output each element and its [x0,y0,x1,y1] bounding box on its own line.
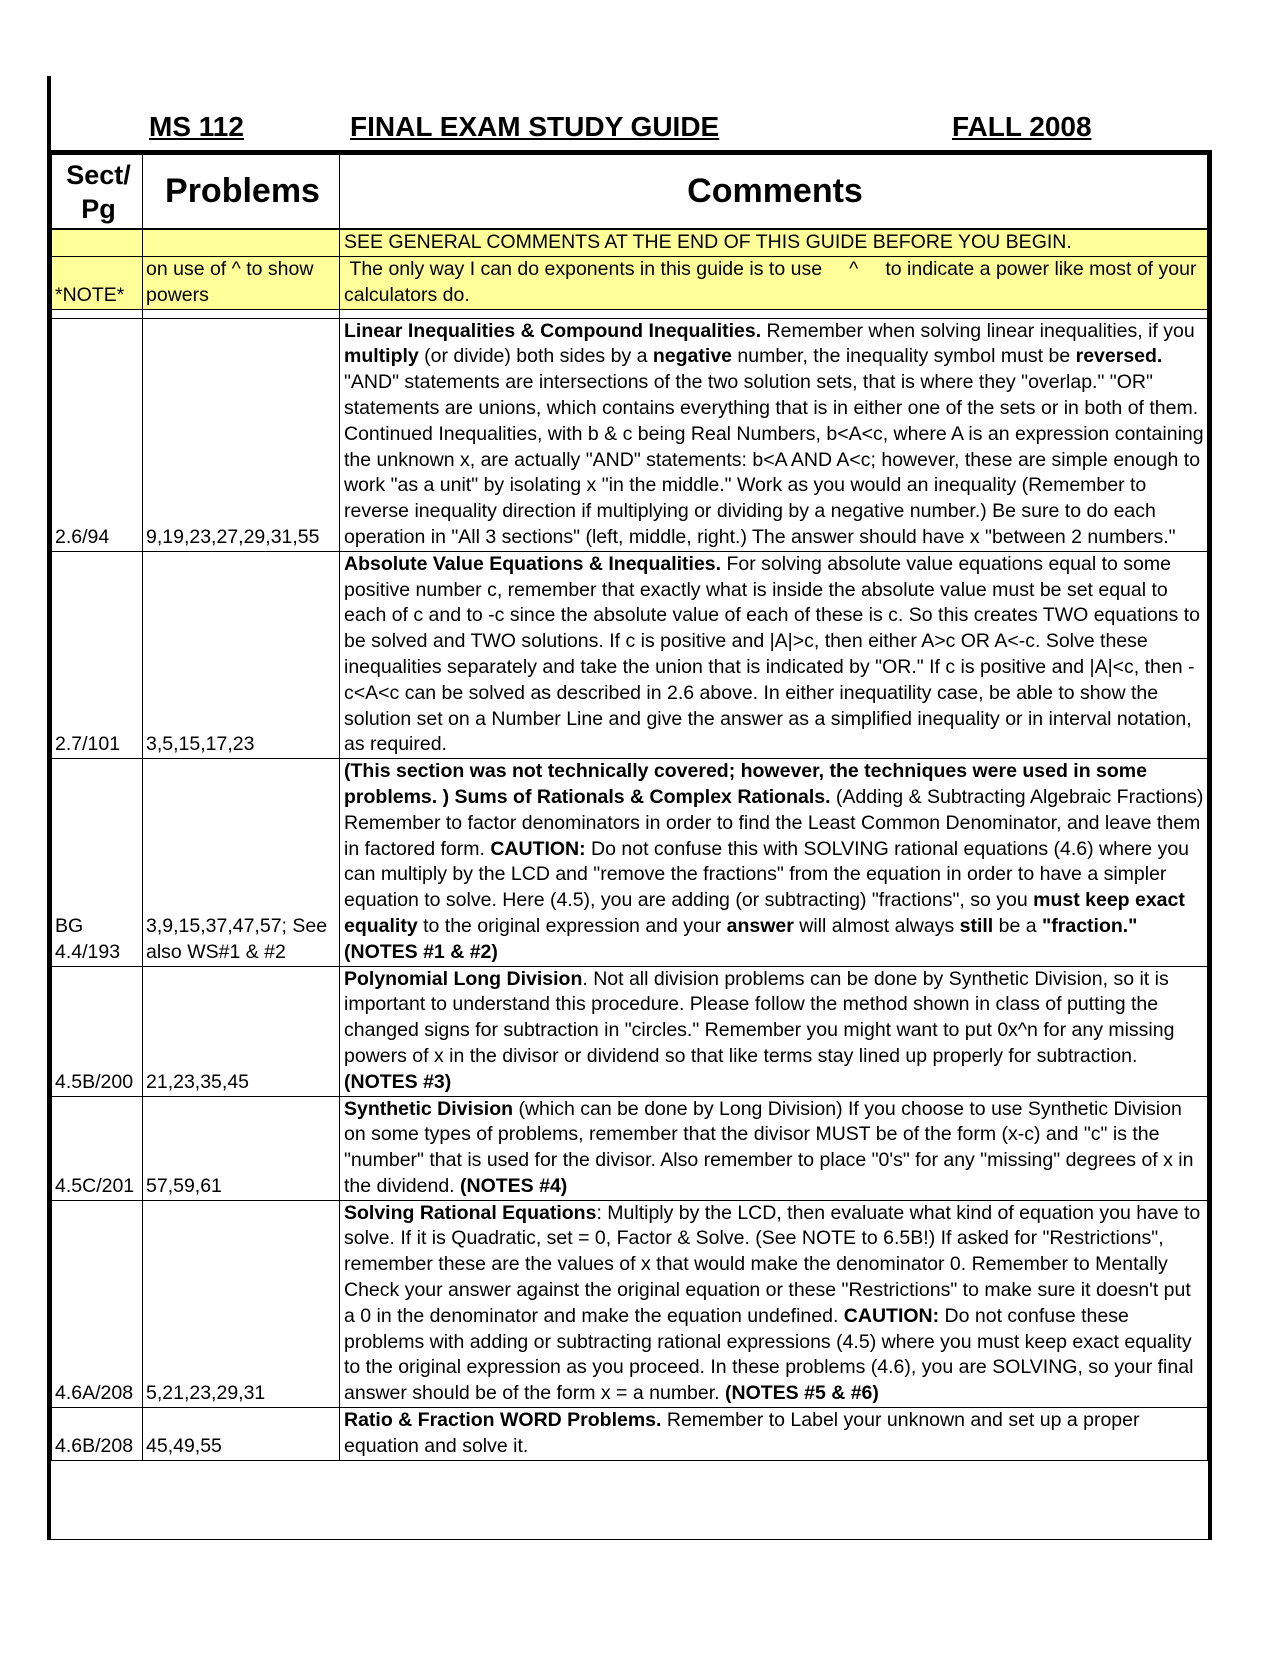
exponent-note-row [52,257,1208,310]
comment-cell: Linear Inequalities & Compound Inequalities. Remember when solving linear inequalities, if you multiply (or divide) both sides by a negative number, the inequality symbol must be reversed. "AND" statements are intersections of the two solution sets, that is where they "overlap." "OR" statements are unions, which contains everything that is in either one of the sets or in both of them. Continued Inequalities, with b & c being Real Numbers, b<A<c, where A is an expression containing the unknown x, are actually "AND" statements: b<A AND A<c; however, these are simple enough to work "as a unit" by isolating x "in the middle." Work as you would an inequality (Remember to reverse inequality direction if multiplying or dividing by a negative number.) Be sure to do each operation in "All 3 sections" (left, middle, right.) The answer should have x "between 2 numbers." [340,318,1208,551]
section-page-cell: 2.6/94 [52,318,143,551]
comment-cell: Synthetic Division (which can be done by Long Division) If you choose to use Synthetic Division on some types of problems, remember that the divisor MUST be of the form (x-c) and "c" is the "number" that is used for the divisor. Also remember to place "0's" for any "missing" degrees of x in the dividend. (NOTES #4) [340,1096,1208,1200]
section-page-cell: 4.6A/208 [52,1200,143,1407]
problems-cell: 3,5,15,17,23 [143,551,340,758]
problems-cell: 9,19,23,27,29,31,55 [143,318,340,551]
table-row [52,1200,1208,1407]
problems-cell: 45,49,55 [143,1408,340,1461]
section-page-cell: 4.5C/201 [52,1096,143,1200]
term-label: FALL 2008 [952,111,1092,142]
study-guide-table [47,150,1212,1540]
general-note-sect [52,229,143,257]
general-note-problems [143,229,340,257]
course-code: MS 112 [149,111,244,142]
section-page-cell: 2.7/101 [52,551,143,758]
column-header-sect: Sect/ Pg [52,155,143,230]
section-page-cell: 4.5B/200 [52,966,143,1096]
problems-cell: 57,59,61 [143,1096,340,1200]
column-header-comments: Comments [340,155,1208,230]
comment-cell: Polynomial Long Division. Not all division problems can be done by Synthetic Division, so it is important to understand this procedure. Please follow the method shown in class of putting the changed signs for subtraction in "circles." Remember you might want to put 0x^n for any missing powers of x in the divisor or dividend so that like terms stay lined up properly for subtraction. (NOTES #3) [340,966,1208,1096]
table-row [52,551,1208,758]
note-comment: The only way I can do exponents in this guide is to use ^ to indicate a power like most of your calculators do. [340,257,1208,310]
comment-cell: Absolute Value Equations & Inequalities. For solving absolute value equations equal to some positive number c, remember that exactly what is inside the absolute value must be set equal to each of c and to -c since the absolute value of each of these is c. So this creates TWO equations to be solved and TWO solutions. If c is positive and |A|>c, then either A>c OR A<-c. Solve these inequalities separately and take the union that is indicated by "OR." If c is positive and |A|<c, then -c<A<c can be solved as described in 2.6 above. In either inequatility case, be able to show the solution set on a Number Line and give the answer as a simplified inequality or in interval notation, as required. [340,551,1208,758]
note-problems: on use of ^ to show powers [143,257,340,310]
general-note-row [52,229,1208,257]
table-row [52,1096,1208,1200]
general-note-text: SEE GENERAL COMMENTS AT THE END OF THIS GUIDE BEFORE YOU BEGIN. [340,229,1208,257]
page-header [0,111,1280,149]
problems-cell: 3,9,15,37,47,57; See also WS#1 & #2 [143,759,340,966]
table-row [52,1408,1208,1461]
problems-cell: 21,23,35,45 [143,966,340,1096]
document-title: FINAL EXAM STUDY GUIDE [350,111,720,142]
table-row [52,318,1208,551]
spacer-row [52,309,1208,318]
comment-cell: (This section was not technically covered; however, the techniques were used in some problems. ) Sums of Rationals & Complex Rationals. (Adding & Subtracting Algebraic Fractions) Remember to factor denominators in order to find the Least Common Denominator, and leave them in factored form. CAUTION: Do not confuse this with SOLVING rational equations (4.6) where you can multiply by the LCD and "remove the fractions" from the equation in order to have a simpler equation to solve. Here (4.5), you are adding (or subtracting) "fractions", so you must keep exact equality to the original expression and your answer will almost always still be a "fraction." (NOTES #1 & #2) [340,759,1208,966]
table-row [52,966,1208,1096]
comment-cell: Solving Rational Equations: Multiply by the LCD, then evaluate what kind of equation you have to solve. If it is Quadratic, set = 0, Factor & Solve. (See NOTE to 6.5B!) If asked for "Restrictions", remember these are the values of x that would make the denominator 0. Remember to Mentally Check your answer against the original equation or these "Restrictions" to make sure it doesn't put a 0 in the denominator and make the equation undefined. CAUTION: Do not confuse these problems with adding or subtracting rational expressions (4.5) where you must keep exact equality to the original expression as you proceed. In these problems (4.6), you are SOLVING, so your final answer should be of the form x = a number. (NOTES #5 & #6) [340,1200,1208,1407]
column-header-row [52,155,1208,230]
note-sect: *NOTE* [52,257,143,310]
section-page-cell: BG 4.4/193 [52,759,143,966]
problems-cell: 5,21,23,29,31 [143,1200,340,1407]
table-row [52,759,1208,966]
column-header-problems: Problems [143,155,340,230]
comment-cell: Ratio & Fraction WORD Problems. Remember to Label your unknown and set up a proper equation and solve it. [340,1408,1208,1461]
section-page-cell: 4.6B/208 [52,1408,143,1461]
